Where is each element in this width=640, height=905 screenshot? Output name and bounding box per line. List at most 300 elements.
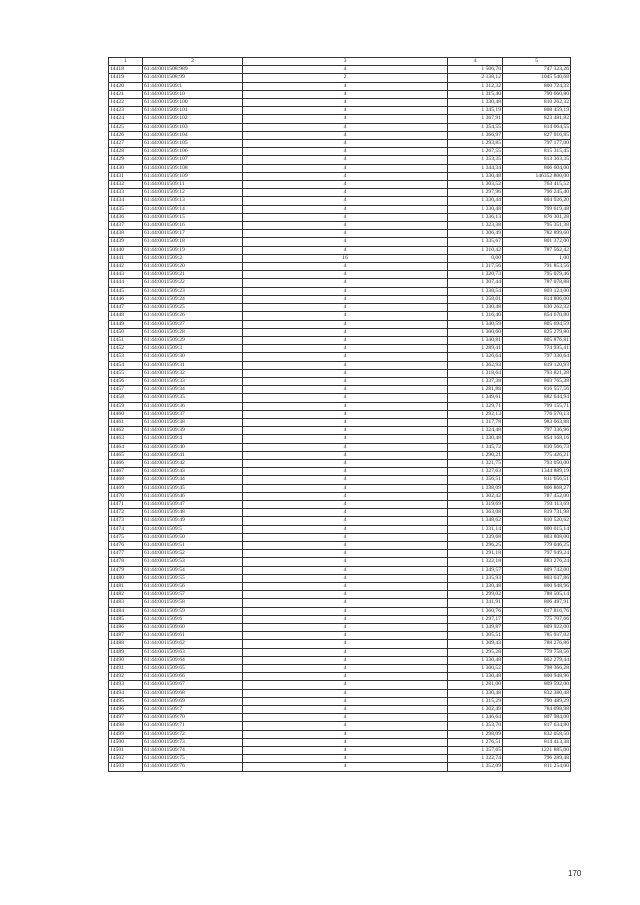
area-cell: 1 289,41	[448, 345, 503, 353]
row-number-cell: 14441	[109, 254, 143, 262]
cadastral-value-cell: 809 922,00	[503, 624, 571, 632]
cadastral-value-cell: 809 592,00	[503, 681, 571, 689]
column-header-5: 5	[503, 58, 571, 66]
cadastral-number-cell: 61:44:0011508:989	[143, 66, 243, 74]
cadastral-number-cell: 61:44:0011509:53	[143, 558, 243, 566]
row-number-cell: 14468	[109, 476, 143, 484]
area-cell: 1 330,48	[448, 656, 503, 664]
row-number-cell: 14489	[109, 648, 143, 656]
table-row	[109, 517, 571, 525]
area-cell: 1 291,18	[448, 550, 503, 558]
group-code-cell: 4	[243, 509, 448, 517]
area-cell: 1 319,69	[448, 500, 503, 508]
cadastral-number-cell: 61:44:0011509:62	[143, 640, 243, 648]
group-code-cell: 4	[243, 484, 448, 492]
area-cell: 1 353,35	[448, 156, 503, 164]
row-number-cell: 14497	[109, 714, 143, 722]
cadastral-value-cell: 785 937,02	[503, 632, 571, 640]
group-code-cell: 4	[243, 738, 448, 746]
table-row	[109, 763, 571, 771]
cadastral-value-cell: 779 046,25	[503, 541, 571, 549]
cadastral-value-cell: 800 724,32	[503, 82, 571, 90]
cadastral-value-cell: 1,00	[503, 254, 571, 262]
area-cell: 1 338,09	[448, 484, 503, 492]
cadastral-value-cell: 790 660,80	[503, 90, 571, 98]
area-cell: 1 330,48	[448, 583, 503, 591]
cadastral-value-cell: 817 634,80	[503, 722, 571, 730]
table-row	[109, 230, 571, 238]
cadastral-number-cell: 61:44:0011509:74	[143, 747, 243, 755]
table-row	[109, 66, 571, 74]
group-code-cell: 4	[243, 107, 448, 115]
cadastral-value-cell: 793 050,00	[503, 459, 571, 467]
group-code-cell: 4	[243, 205, 448, 213]
group-code-cell: 4	[243, 607, 448, 615]
cadastral-number-cell: 61:44:0011509:21	[143, 271, 243, 279]
table-row	[109, 402, 571, 410]
area-cell: 0,00	[448, 254, 503, 262]
area-cell: 1 357,65	[448, 747, 503, 755]
cadastral-value-cell: 804 926,20	[503, 197, 571, 205]
group-code-cell: 4	[243, 369, 448, 377]
group-code-cell: 4	[243, 648, 448, 656]
area-cell: 1 297,96	[448, 189, 503, 197]
area-cell: 1 363,08	[448, 509, 503, 517]
group-code-cell: 4	[243, 345, 448, 353]
table-row	[109, 427, 571, 435]
group-code-cell: 4	[243, 263, 448, 271]
cadastral-value-cell: 775 707,66	[503, 615, 571, 623]
cadastral-number-cell: 61:44:0011509:50	[143, 533, 243, 541]
cadastral-number-cell: 61:44:0011509:42	[143, 459, 243, 467]
group-code-cell: 4	[243, 386, 448, 394]
group-code-cell: 4	[243, 82, 448, 90]
cadastral-number-cell: 61:44:0011509:65	[143, 665, 243, 673]
area-cell: 2 138,12	[448, 74, 503, 82]
row-number-cell: 14463	[109, 435, 143, 443]
row-number-cell: 14444	[109, 279, 143, 287]
group-code-cell: 4	[243, 673, 448, 681]
group-code-cell: 4	[243, 689, 448, 697]
group-code-cell: 4	[243, 361, 448, 369]
cadastral-value-cell: 825 279,80	[503, 328, 571, 336]
cadastral-value-cell: 775 426,21	[503, 451, 571, 459]
row-number-cell: 14448	[109, 312, 143, 320]
table-row	[109, 541, 571, 549]
cadastral-value-cell: 797 949,24	[503, 550, 571, 558]
table-row	[109, 747, 571, 755]
area-cell: 1 330,48	[448, 673, 503, 681]
group-code-cell: 4	[243, 156, 448, 164]
row-number-cell: 14472	[109, 509, 143, 517]
row-number-cell: 14420	[109, 82, 143, 90]
cadastral-number-cell: 61:44:0011509:52	[143, 550, 243, 558]
row-number-cell: 14462	[109, 427, 143, 435]
cadastral-value-cell: 787 078,88	[503, 279, 571, 287]
cadastral-number-cell: 61:44:0011509:109	[143, 172, 243, 180]
table-row	[109, 181, 571, 189]
group-code-cell: 4	[243, 427, 448, 435]
area-cell: 1 293,85	[448, 140, 503, 148]
table-row	[109, 279, 571, 287]
row-number-cell: 14482	[109, 591, 143, 599]
cadastral-number-cell: 61:44:0011509:70	[143, 714, 243, 722]
group-code-cell: 4	[243, 435, 448, 443]
group-code-cell: 4	[243, 681, 448, 689]
row-number-cell: 14478	[109, 558, 143, 566]
row-number-cell: 14498	[109, 722, 143, 730]
cadastral-number-cell: 61:44:0011509:32	[143, 369, 243, 377]
row-number-cell: 14436	[109, 213, 143, 221]
cadastral-value-cell: 815 315,45	[503, 148, 571, 156]
table-row	[109, 681, 571, 689]
table-row	[109, 574, 571, 582]
cadastral-value-cell: 803 637,86	[503, 574, 571, 582]
cadastral-number-cell: 61:44:0011509:25	[143, 304, 243, 312]
table-row	[109, 525, 571, 533]
cadastral-number-cell: 61:44:0011509:22	[143, 279, 243, 287]
cadastral-value-cell: 799 619,48	[503, 205, 571, 213]
table-row	[109, 689, 571, 697]
area-cell: 1 335,67	[448, 238, 503, 246]
area-cell: 1 336,13	[448, 213, 503, 221]
group-code-cell: 4	[243, 197, 448, 205]
row-number-cell: 14418	[109, 66, 143, 74]
table-row	[109, 591, 571, 599]
row-number-cell: 14477	[109, 550, 143, 558]
table-row	[109, 328, 571, 336]
row-number-cell: 14499	[109, 730, 143, 738]
area-cell: 1 317,56	[448, 263, 503, 271]
cadastral-number-cell: 61:44:0011509:36	[143, 402, 243, 410]
table-row	[109, 246, 571, 254]
cadastral-value-cell: 803 808,00	[503, 533, 571, 541]
cadastral-value-cell: 787 452,00	[503, 492, 571, 500]
table-row	[109, 509, 571, 517]
row-number-cell: 14456	[109, 377, 143, 385]
group-code-cell: 4	[243, 312, 448, 320]
group-code-cell: 4	[243, 632, 448, 640]
row-number-cell: 14452	[109, 345, 143, 353]
cadastral-value-cell: 788 276,86	[503, 640, 571, 648]
area-cell: 1 346,64	[448, 714, 503, 722]
group-code-cell: 4	[243, 615, 448, 623]
row-number-cell: 14465	[109, 451, 143, 459]
cadastral-number-cell: 61:44:0011509:43	[143, 468, 243, 476]
group-code-cell: 4	[243, 148, 448, 156]
cadastral-number-cell: 61:44:0011509:39	[143, 427, 243, 435]
cadastral-number-cell: 61:44:0011509:55	[143, 574, 243, 582]
cadastral-value-cell: 830 262,32	[503, 304, 571, 312]
row-number-cell: 14476	[109, 541, 143, 549]
table-row	[109, 156, 571, 164]
column-header-1: 1	[109, 58, 143, 66]
cadastral-value-cell: 799 155,71	[503, 402, 571, 410]
row-number-cell: 14429	[109, 156, 143, 164]
cadastral-number-cell: 61:44:0011509:60	[143, 624, 243, 632]
cadastral-number-cell: 61:44:0011509:34	[143, 386, 243, 394]
cadastral-value-cell: 782 899,60	[503, 230, 571, 238]
cadastral-number-cell: 61:44:0011509:105	[143, 140, 243, 148]
group-code-cell: 4	[243, 574, 448, 582]
cadastral-value-cell: 805 876,81	[503, 336, 571, 344]
row-number-cell: 14487	[109, 632, 143, 640]
cadastral-value-cell: 146352 800,00	[503, 172, 571, 180]
cadastral-number-cell: 61:44:0011509:66	[143, 673, 243, 681]
group-code-cell: 4	[243, 336, 448, 344]
row-number-cell: 14447	[109, 304, 143, 312]
row-number-cell: 14443	[109, 271, 143, 279]
cadastral-value-cell: 806 487,91	[503, 599, 571, 607]
cadastral-number-cell: 61:44:0011509:40	[143, 443, 243, 451]
table-row	[109, 607, 571, 615]
table-row	[109, 254, 571, 262]
area-cell: 1 295,28	[448, 648, 503, 656]
cadastral-value-cell: 832 380,48	[503, 689, 571, 697]
table-row	[109, 484, 571, 492]
cadastral-value-cell: 774 935,41	[503, 345, 571, 353]
group-code-cell: 4	[243, 222, 448, 230]
table-row	[109, 706, 571, 714]
table-row	[109, 558, 571, 566]
table-row	[109, 222, 571, 230]
table-row	[109, 312, 571, 320]
area-cell: 1 362,93	[448, 361, 503, 369]
table-row	[109, 82, 571, 90]
table-row	[109, 665, 571, 673]
area-cell: 1 323,38	[448, 222, 503, 230]
group-code-cell: 4	[243, 747, 448, 755]
row-number-cell: 14490	[109, 656, 143, 664]
area-cell: 1 296,25	[448, 541, 503, 549]
group-code-cell: 4	[243, 320, 448, 328]
group-code-cell: 4	[243, 500, 448, 508]
cadastral-value-cell: 1344 889,19	[503, 468, 571, 476]
cadastral-number-cell: 61:44:0011509:58	[143, 599, 243, 607]
row-number-cell: 14483	[109, 599, 143, 607]
group-code-cell: 4	[243, 640, 448, 648]
cadastral-value-cell: 797 177,00	[503, 140, 571, 148]
cadastral-value-cell: 795 079,46	[503, 271, 571, 279]
cadastral-value-cell: 876 301,28	[503, 213, 571, 221]
cadastral-number-cell: 61:44:0011509:59	[143, 607, 243, 615]
table-row	[109, 386, 571, 394]
area-cell: 1 349,57	[448, 566, 503, 574]
cadastral-number-cell: 61:44:0011509:56	[143, 583, 243, 591]
cadastral-value-cell: 814 806,00	[503, 295, 571, 303]
area-cell: 1 506,70	[448, 66, 503, 74]
row-number-cell: 14440	[109, 246, 143, 254]
row-number-cell: 14474	[109, 525, 143, 533]
cadastral-value-cell: 817 816,76	[503, 607, 571, 615]
table-row	[109, 369, 571, 377]
row-number-cell: 14445	[109, 287, 143, 295]
row-number-cell: 14481	[109, 583, 143, 591]
cadastral-value-cell: 797 330,64	[503, 353, 571, 361]
row-number-cell: 14494	[109, 689, 143, 697]
group-code-cell: 4	[243, 443, 448, 451]
area-cell: 1 330,48	[448, 205, 503, 213]
group-code-cell: 4	[243, 730, 448, 738]
row-number-cell: 14496	[109, 706, 143, 714]
cadastral-value-cell: 854 670,80	[503, 312, 571, 320]
group-code-cell: 4	[243, 394, 448, 402]
table-row	[109, 164, 571, 172]
table-row	[109, 394, 571, 402]
row-number-cell: 14459	[109, 402, 143, 410]
area-cell: 1 302,42	[448, 492, 503, 500]
group-code-cell: 4	[243, 656, 448, 664]
group-code-cell: 4	[243, 304, 448, 312]
area-cell: 1 320,73	[448, 271, 503, 279]
area-cell: 1 318,64	[448, 369, 503, 377]
cadastral-value-cell: 810 566,73	[503, 443, 571, 451]
area-cell: 1 267,55	[448, 148, 503, 156]
row-number-cell: 14419	[109, 74, 143, 82]
cadastral-number-cell: 61:44:0011509:67	[143, 681, 243, 689]
table-row	[109, 271, 571, 279]
row-number-cell: 14471	[109, 500, 143, 508]
cadastral-value-cell: 803 765,38	[503, 377, 571, 385]
area-cell: 1 330,48	[448, 172, 503, 180]
row-number-cell: 14495	[109, 697, 143, 705]
row-number-cell: 14425	[109, 123, 143, 131]
table-row	[109, 632, 571, 640]
row-number-cell: 14502	[109, 755, 143, 763]
area-cell: 1 306,49	[448, 230, 503, 238]
table-row	[109, 418, 571, 426]
group-code-cell: 4	[243, 418, 448, 426]
area-cell: 1 298,09	[448, 730, 503, 738]
cadastral-value-cell: 779 758,56	[503, 648, 571, 656]
area-cell: 1 312,32	[448, 82, 503, 90]
group-code-cell: 16	[243, 254, 448, 262]
table-row	[109, 500, 571, 508]
area-cell: 1 300,60	[448, 328, 503, 336]
cadastral-number-cell: 61:44:0011509:6	[143, 615, 243, 623]
cadastral-value-cell: 811 656,51	[503, 476, 571, 484]
group-code-cell: 4	[243, 763, 448, 771]
area-cell: 1 348,62	[448, 517, 503, 525]
cadastral-value-cell: 787 562,42	[503, 246, 571, 254]
group-code-cell: 4	[243, 525, 448, 533]
area-cell: 1 322,74	[448, 755, 503, 763]
area-cell: 1 329,71	[448, 402, 503, 410]
cadastral-value-cell: 793 821,28	[503, 369, 571, 377]
cadastral-number-cell: 61:44:0011509:2	[143, 254, 243, 262]
table-row	[109, 189, 571, 197]
area-cell: 1 302,49	[448, 706, 503, 714]
table-row	[109, 131, 571, 139]
row-number-cell: 14432	[109, 181, 143, 189]
row-number-cell: 14427	[109, 140, 143, 148]
row-number-cell: 14470	[109, 492, 143, 500]
column-header-2: 2	[143, 58, 243, 66]
table-header-row	[109, 58, 571, 66]
cadastral-number-cell: 61:44:0011509:46	[143, 492, 243, 500]
cadastral-number-cell: 61:44:0011509:69	[143, 697, 243, 705]
cadastral-number-cell: 61:44:0011509:18	[143, 238, 243, 246]
area-cell: 1 339,68	[448, 533, 503, 541]
table-row	[109, 443, 571, 451]
cadastral-value-cell: 809 742,00	[503, 566, 571, 574]
area-cell: 1 367,91	[448, 115, 503, 123]
table-row	[109, 336, 571, 344]
cadastral-number-cell: 61:44:0011509:37	[143, 410, 243, 418]
cadastral-value-cell: 788 505,14	[503, 591, 571, 599]
area-cell: 1 345,72	[448, 443, 503, 451]
row-number-cell: 14503	[109, 763, 143, 771]
cadastral-value-cell: 819 731,98	[503, 509, 571, 517]
cadastral-number-cell: 61:44:0011509:103	[143, 123, 243, 131]
cadastral-value-cell: 819 120,93	[503, 361, 571, 369]
group-code-cell: 4	[243, 246, 448, 254]
table-row	[109, 566, 571, 574]
area-cell: 1 322,18	[448, 558, 503, 566]
column-header-4: 4	[448, 58, 503, 66]
area-cell: 1 324,48	[448, 427, 503, 435]
group-code-cell: 4	[243, 172, 448, 180]
cadastral-number-cell: 61:44:0011509:71	[143, 722, 243, 730]
cadastral-value-cell: 811 254,00	[503, 763, 571, 771]
area-cell: 1 326,64	[448, 353, 503, 361]
area-cell: 1 330,48	[448, 99, 503, 107]
table-row	[109, 197, 571, 205]
group-code-cell: 4	[243, 476, 448, 484]
cadastral-number-cell: 61:44:0011509:7	[143, 706, 243, 714]
cadastral-number-cell: 61:44:0011509:23	[143, 287, 243, 295]
cadastral-value-cell: 883 276,24	[503, 558, 571, 566]
row-number-cell: 14467	[109, 468, 143, 476]
row-number-cell: 14449	[109, 320, 143, 328]
cadastral-value-cell: 776 570,13	[503, 410, 571, 418]
table-row	[109, 615, 571, 623]
cadastral-number-cell: 61:44:0011509:68	[143, 689, 243, 697]
cadastral-number-cell: 61:44:0011509:17	[143, 230, 243, 238]
table-row	[109, 140, 571, 148]
group-code-cell: 4	[243, 353, 448, 361]
table-row	[109, 205, 571, 213]
cadastral-number-cell: 61:44:0011509:15	[143, 213, 243, 221]
row-number-cell: 14501	[109, 747, 143, 755]
area-cell: 1 315,40	[448, 90, 503, 98]
row-number-cell: 14486	[109, 624, 143, 632]
group-code-cell: 4	[243, 279, 448, 287]
cadastral-number-cell: 61:44:0011509:1	[143, 82, 243, 90]
cadastral-value-cell: 810 262,32	[503, 99, 571, 107]
row-number-cell: 14480	[109, 574, 143, 582]
row-number-cell: 14458	[109, 394, 143, 402]
cadastral-value-cell: 1045 540,68	[503, 74, 571, 82]
cadastral-number-cell: 61:44:0011509:75	[143, 755, 243, 763]
group-code-cell: 4	[243, 410, 448, 418]
group-code-cell: 4	[243, 599, 448, 607]
cadastral-number-cell: 61:44:0011509:16	[143, 222, 243, 230]
row-number-cell: 14484	[109, 607, 143, 615]
table-row	[109, 304, 571, 312]
cadastral-value-cell: 1221 885,00	[503, 747, 571, 755]
area-cell: 1 299,02	[448, 591, 503, 599]
table-body	[109, 66, 571, 771]
cadastral-value-cell: 803 124,00	[503, 287, 571, 295]
cadastral-number-cell: 61:44:0011509:48	[143, 509, 243, 517]
row-number-cell: 14461	[109, 418, 143, 426]
area-cell: 1 330,48	[448, 304, 503, 312]
cadastral-value-cell: 795 351,38	[503, 222, 571, 230]
group-code-cell: 4	[243, 271, 448, 279]
table-row	[109, 583, 571, 591]
table-row	[109, 673, 571, 681]
